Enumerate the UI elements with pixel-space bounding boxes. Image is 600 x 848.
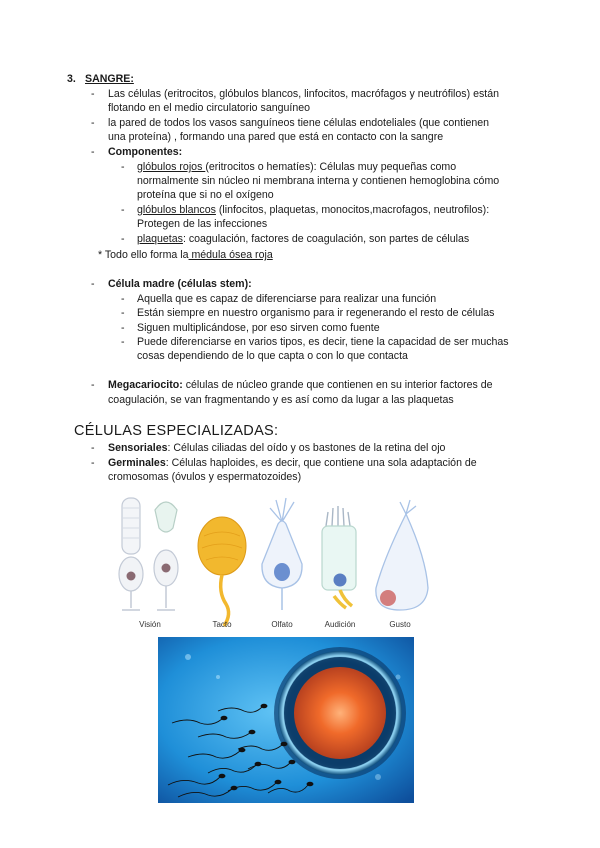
bullet-dash: - xyxy=(91,88,95,100)
ovum xyxy=(274,647,406,779)
rojos-line-1 xyxy=(137,160,456,175)
blancos-line-1 xyxy=(137,203,489,218)
rojos-line-2: normalmente sin núcleo ni membrana interna y contienen hemoglobina cómo xyxy=(137,175,500,187)
bullet-dash: - xyxy=(91,379,95,391)
bullet-dash: - xyxy=(121,336,125,348)
bullet-dash: - xyxy=(91,442,95,454)
cell-label-vision: Visión xyxy=(139,620,161,629)
cell-label-gusto: Gusto xyxy=(389,620,411,629)
stem-item: Puede diferenciarse en varios tipos, es decir, tiene la capacidad de ser muchas xyxy=(137,336,509,348)
germinales-rest: : Células haploides, es decir, que contiene una sola adaptación de xyxy=(165,457,477,469)
olfato-cell-illustration xyxy=(262,498,302,610)
stem-item: Están siempre en nuestro organismo para ir regenerando el resto de células xyxy=(137,307,495,319)
stem-item: Aquella que es capaz de diferenciarse para realizar una función xyxy=(137,293,437,305)
note-line xyxy=(98,248,273,263)
germinales-term: Germinales xyxy=(108,457,166,469)
megacariocito-rest: células de núcleo grande que contienen en su interior factores de xyxy=(182,379,493,391)
germinales-line-1 xyxy=(108,456,477,471)
bullet-dash: - xyxy=(121,322,125,334)
wall-line-1: la pared de todos los vasos sanguíneos tiene células endoteliales (que contienen xyxy=(108,117,490,129)
note-term: médula ósea roja xyxy=(188,249,273,261)
bullet-dash: - xyxy=(121,233,125,245)
fertilization-image xyxy=(158,637,414,803)
note-prefix: * Todo ello forma la xyxy=(98,249,189,261)
rojos-line-3: proteína que si no el oxígeno xyxy=(137,189,274,201)
bullet-dash: - xyxy=(91,278,95,290)
section-title: SANGRE: xyxy=(85,73,134,85)
stem-title: Célula madre (células stem): xyxy=(108,278,252,290)
blancos-line-2: Protegen de las infecciones xyxy=(137,218,268,230)
bullet-dash: - xyxy=(121,307,125,319)
components-title: Componentes: xyxy=(108,146,183,158)
vision-cell-illustration xyxy=(119,498,178,610)
megacariocito-line-2: coagulación, se van fragmentando y es así como da lugar a las plaquetas xyxy=(108,394,454,406)
bullet-dash: - xyxy=(121,293,125,305)
cell-label-olfato: Olfato xyxy=(271,620,293,629)
blancos-rest: (linfocitos, plaquetas, monocitos,macrofagos, neutrofilos): xyxy=(215,204,490,216)
cell-label-tacto: Tacto xyxy=(212,620,232,629)
specialized-heading: CÉLULAS ESPECIALIZADAS: xyxy=(74,423,279,439)
germinales-line-2: cromosomas (óvulos y espermatozoides) xyxy=(108,471,302,483)
sensoriales-rest: : Células ciliadas del oído y os bastones de la retina del ojo xyxy=(167,442,446,454)
gusto-cell-illustration xyxy=(376,500,428,610)
sensoriales-line xyxy=(108,441,445,456)
rojos-rest: (eritrocitos o hematíes): Células muy pequeñas como xyxy=(205,161,457,173)
bullet-dash: - xyxy=(121,204,125,216)
plaquetas-term: plaquetas xyxy=(137,233,183,245)
section-number: 3. xyxy=(67,73,76,85)
stem-item-continuation: cosas dependiendo de lo que capta o con lo que contacta xyxy=(137,350,408,362)
rojos-term: glóbulos rojos xyxy=(137,161,206,173)
megacariocito-line-1 xyxy=(108,378,493,393)
bullet-dash: - xyxy=(91,146,95,158)
blancos-term: glóbulos blancos xyxy=(137,204,216,216)
audicion-cell-illustration xyxy=(322,506,356,608)
wall-line-2: una proteína) , formando una pared que está en contacto con la sangre xyxy=(108,131,444,143)
megacariocito-term: Megacariocito: xyxy=(108,379,183,391)
plaquetas-rest: : coagulación, factores de coagulación, son partes de células xyxy=(182,233,470,245)
tacto-cell-illustration xyxy=(198,517,246,626)
sensoriales-term: Sensoriales xyxy=(108,442,168,454)
plaquetas-line xyxy=(137,232,469,247)
stem-item: Siguen multiplicándose, por eso sirven como fuente xyxy=(137,322,380,334)
specialized-cells-figure xyxy=(100,492,500,632)
cell-label-audicion: Audición xyxy=(324,620,356,629)
intro-line-1: Las células (eritrocitos, glóbulos blancos, linfocitos, macrófagos y neutrófilos) están xyxy=(108,88,499,100)
intro-line-2: flotando en el medio circulatorio sanguíneo xyxy=(108,102,311,114)
bullet-dash: - xyxy=(91,457,95,469)
bullet-dash: - xyxy=(91,117,95,129)
bullet-dash: - xyxy=(121,161,125,173)
